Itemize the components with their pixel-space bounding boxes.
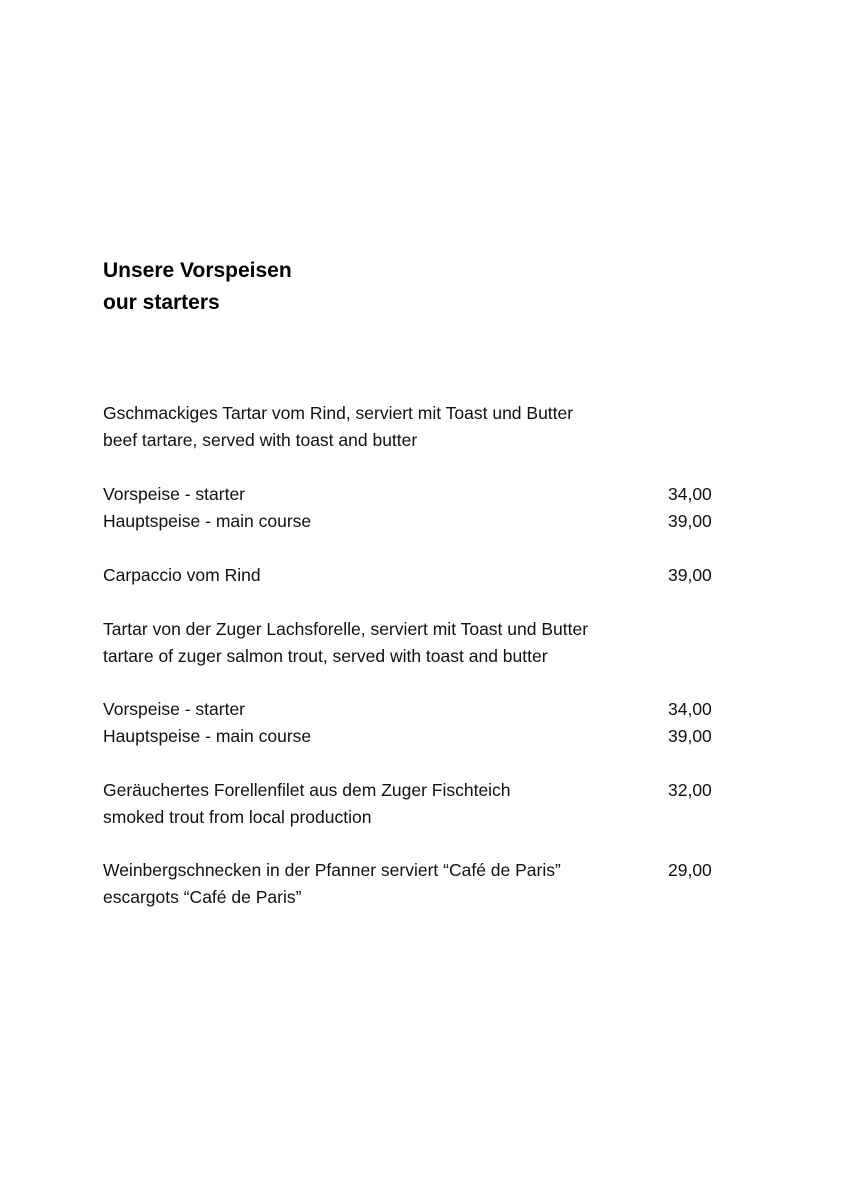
item-name-de: Gschmackiges Tartar vom Rind, serviert mit Toast und Butter [103,403,574,423]
item-name-de: Tartar von der Zuger Lachsforelle, serviert mit Toast und Butter [103,619,589,639]
item-name-en: beef tartare, served with toast and butter [103,430,418,450]
item-price: 39,00 [668,565,712,585]
heading-title-de: Unsere Vorspeisen [103,259,292,282]
item-name-de: Geräuchertes Forellenfilet aus dem Zuger Fischteich [103,780,511,800]
menu-heading [103,255,292,319]
option-price: 34,00 [668,484,712,504]
item-name-de: Weinbergschnecken in der Pfanner serviert “Café de Paris” [103,860,561,880]
option-label: Hauptspeise - main course [103,726,312,746]
item-name-en: smoked trout from local production [103,807,372,827]
item-name-en: tartare of zuger salmon trout, served with toast and butter [103,646,548,666]
option-price: 39,00 [668,511,712,531]
option-price: 34,00 [668,699,712,719]
option-label: Vorspeise - starter [103,699,245,719]
heading-title-en: our starters [103,291,220,314]
item-name-de: Carpaccio vom Rind [103,565,261,585]
item-price: 32,00 [668,780,712,800]
item-price: 29,00 [668,860,712,880]
option-price: 39,00 [668,726,712,746]
item-name-en: escargots “Café de Paris” [103,887,302,907]
option-label: Hauptspeise - main course [103,511,312,531]
option-label: Vorspeise - starter [103,484,245,504]
